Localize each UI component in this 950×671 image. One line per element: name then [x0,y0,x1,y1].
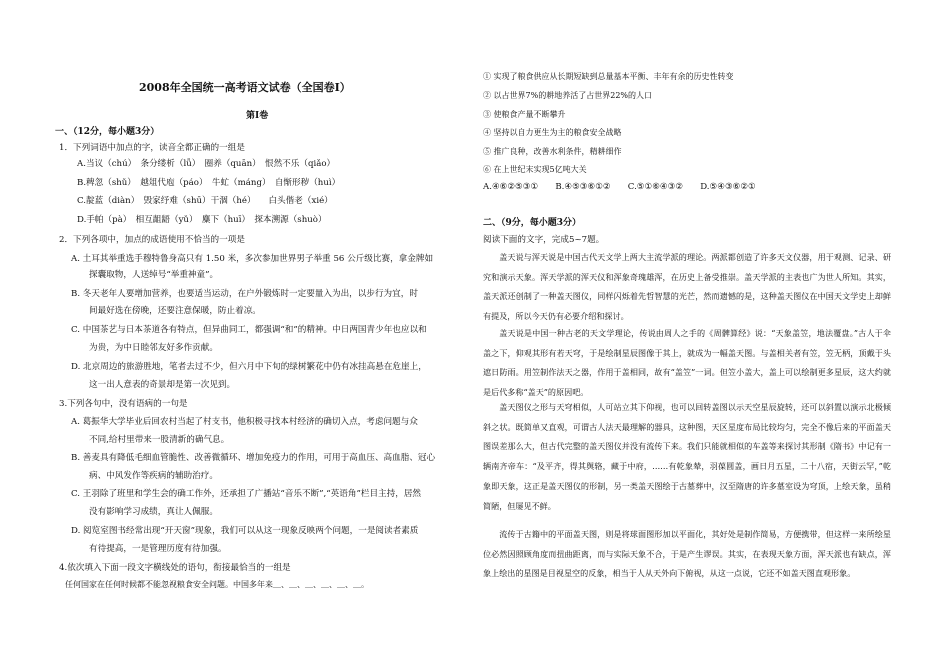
q3-option-c-line1: C. 王羽除了班里和学生会的确工作外，还承担了广播站“音乐不断”,“英语角”栏目主持，居然 [71,489,422,499]
passage-paragraph-2: 盖天说是中国一种古老的天文学理论，传说由周人之手的《周髀算经》说：“天象盖笠，地法覆盘。”古人于伞盖之下，仰观其形有若天穹，于是绘制星辰图像于其上，就成为一幅盖天图。与盖相关者有笠，笠无柄，顶戴于头遮日防雨。用笠制作法天之器，作用于盖相同，故有“盖笠”一词。但笠小盖大，盖上可以绘制更多星辰，这大约就是后代多称“盖天”的原因吧。 [483,328,891,397]
section1-header: 一、（12分，每小题3分） [55,127,160,137]
q4-answer-options: A.④⑥②⑤③① B.④⑤③⑥①② C.⑤①⑥④③② D.⑤④③⑥②① [483,182,756,192]
q2-option-d-line2: 这一出人意表的奇景却是第一次见到。 [89,380,236,390]
q1-option-c: C.靛蓝（diàn） 毁家纾难（shū）干涸（hé） 白头偕老（xié） [77,196,333,206]
q4-body: 任何国家在任何时候都不能忽视粮食安全问题。中国多年来＿、＿、＿、＿、＿、＿。 [65,580,369,589]
q2-option-d-line1: D. 北京周边的旅游胜地，笔者去过不少，但六月中下旬的绿树繁花中仍有冰挂高悬在危崖上， [71,362,427,372]
q1-option-d: D.手帕（pà） 相互龃龉（yǔ） 麋下（huī） 探本溯源（shuò） [77,215,327,225]
exam-title: 2008年全国统一高考语文试卷（全国卷Ⅰ） [139,81,351,94]
q3-option-b-line2: 病、中风发作等疾病的辅助治疗。 [89,471,218,481]
q2-stem: 2．下列各项中，加点的成语使用不恰当的一项是 [59,235,245,245]
q1-stem: 1．下列词语中加点的字，读音全都正确的一组是 [59,143,245,153]
q3-option-a-line1: A. 葛振华大学毕业后回农村当起了村支书，他积极寻找本村经济的确切入点，考虑问题与众 [71,417,418,427]
q4-item-4: ④ 坚持以自力更生为主的粮食安全战略 [483,128,622,137]
q3-option-d-line2: 有待提高，一是管理历度有待加强。 [89,544,227,554]
q4-item-5: ⑤ 推广良种，改善水利条件，精耕细作 [483,147,622,156]
passage-paragraph-3: 盖天图仪之形与天穹相似，人可站立其下仰视，也可以回转盖图以示天空星辰旋转，还可以斜置以演示北极倾斜之状。既简单又直观，可谓古人法天最理解的器具，这种图，天区星度布局比较均匀，完全不像后来的平面盖天图误差那么大，但古代完整的盖天图仪并没有流传下来。我们只能就相似的车盖等来探讨其形制《隋书》中记有一辆南齐帝车：“及平齐，得其舆辂，藏于中府，……有乾象辇，羽葆圆盖，画日月五星，二十八宿，天街云罕，”乾象即天象，这正是盖天图仪的形制，另一类盖天图绘于古墓葬中，汉至隋唐的许多墓室设为穹顶，上绘天象，虽稍简陋，但屡见不鲜。 [483,402,891,511]
reading-instruction: 阅读下面的文字，完成5~7题。 [483,235,605,245]
section2-header: 二、（9分，每小题3分） [483,218,582,228]
q2-option-c-line1: C. 中国茶艺与日本茶道各有特点，但异曲同工，都强调“和”的精神。中日两国青少年也应以和 [71,325,427,335]
q4-item-3: ③ 使粮食产量不断攀升 [483,110,566,119]
q2-option-c-line2: 为贵，为中日睦邻友好多作贡献。 [89,343,218,353]
q4-item-6: ⑥ 在上世纪末实现5亿吨大关 [483,165,587,174]
q4-stem: 4.依次填入下面一段文字横线处的语句，衔接最恰当的一组是 [59,563,291,573]
q3-option-a-line2: 不同,给村里带来一股清新的确气息。 [89,435,230,445]
volume-label: 第Ⅰ卷 [246,111,269,121]
q1-option-a: A.当议（chú） 条分缕析（lǚ） 圈养（quān） 恨然不乐（qiǎo） [77,159,336,169]
q2-option-b-line1: B. 冬天老年人要增加营养，也要适当运动，在户外锻炼时一定要量入为出，以步行为宜，时 [71,289,418,299]
q3-stem: 3.下列各句中，没有语病的一句是 [59,399,188,409]
q2-option-a-line2: 探囊取物，人送绰号“举重神童”。 [89,270,219,280]
passage-paragraph-1: 盖天说与浑天说是中国古代天文学上两大主流学派的理论。两派都创造了许多天文仪器，用于观测、记录、研究和演示天象。浑天学派的浑天仪和浑象奇瑰雄浑，在历史上备受推崇。盖天学派的主表也广为世人所知。其实，盖天派还创制了一种盖天图仪，同样闪烁着先哲智慧的光芒，然而遗憾的是，这种盖天图仪在中国天文学史上却鲜有提及，所以今天仍有必要介绍和探讨。 [483,252,891,321]
q4-item-1: ① 实现了粮食供应从长期短缺到总量基本平衡、丰年有余的历史性转变 [483,72,734,81]
q2-option-b-line2: 间最好选在傍晚，还要注意保暖，防止着凉。 [89,306,261,316]
q3-option-c-line2: 没有影响学习成绩，真让人佩服。 [89,507,218,517]
q3-option-d-line1: D. 阅览室图书经常出现“开天窗”现象，我们可以从这一现象反映两个问题，一是阅读者素质 [71,526,419,536]
q4-item-2: ② 以占世界7%的耕地养活了占世界22%的人口 [483,91,653,100]
q3-option-b-line1: B. 善麦具有降低毛细血管脆性、改善微循环、增加免疫力的作用，可用于高血压、高血脂、冠心 [71,453,436,463]
passage-paragraph-4: 流传于古籍中的平面盖天图，则是将球面图形加以平面化，其好处是制作简易，方便携带，但这样一来所绘星位必然因照顾角度而扭曲距离，而与实际天象不合，于是产生谬误。其实，在表现天象方面，浑天派也有缺点，浑象上绘出的星图是目视星空的反象，相当于人从天外向下俯视，从这一点说，它还不如盖天图直观形象。 [483,529,891,579]
q1-option-b: B.稗忽（shǔ） 越俎代庖（páo） 牛虻（máng） 自惭形秽（huì） [77,178,341,188]
q2-option-a-line1: A. 土耳其举重选手穆特鲁身高只有 1.50 米，多次参加世界男子举重 56 公斤级比赛，拿金牌如 [71,254,434,264]
